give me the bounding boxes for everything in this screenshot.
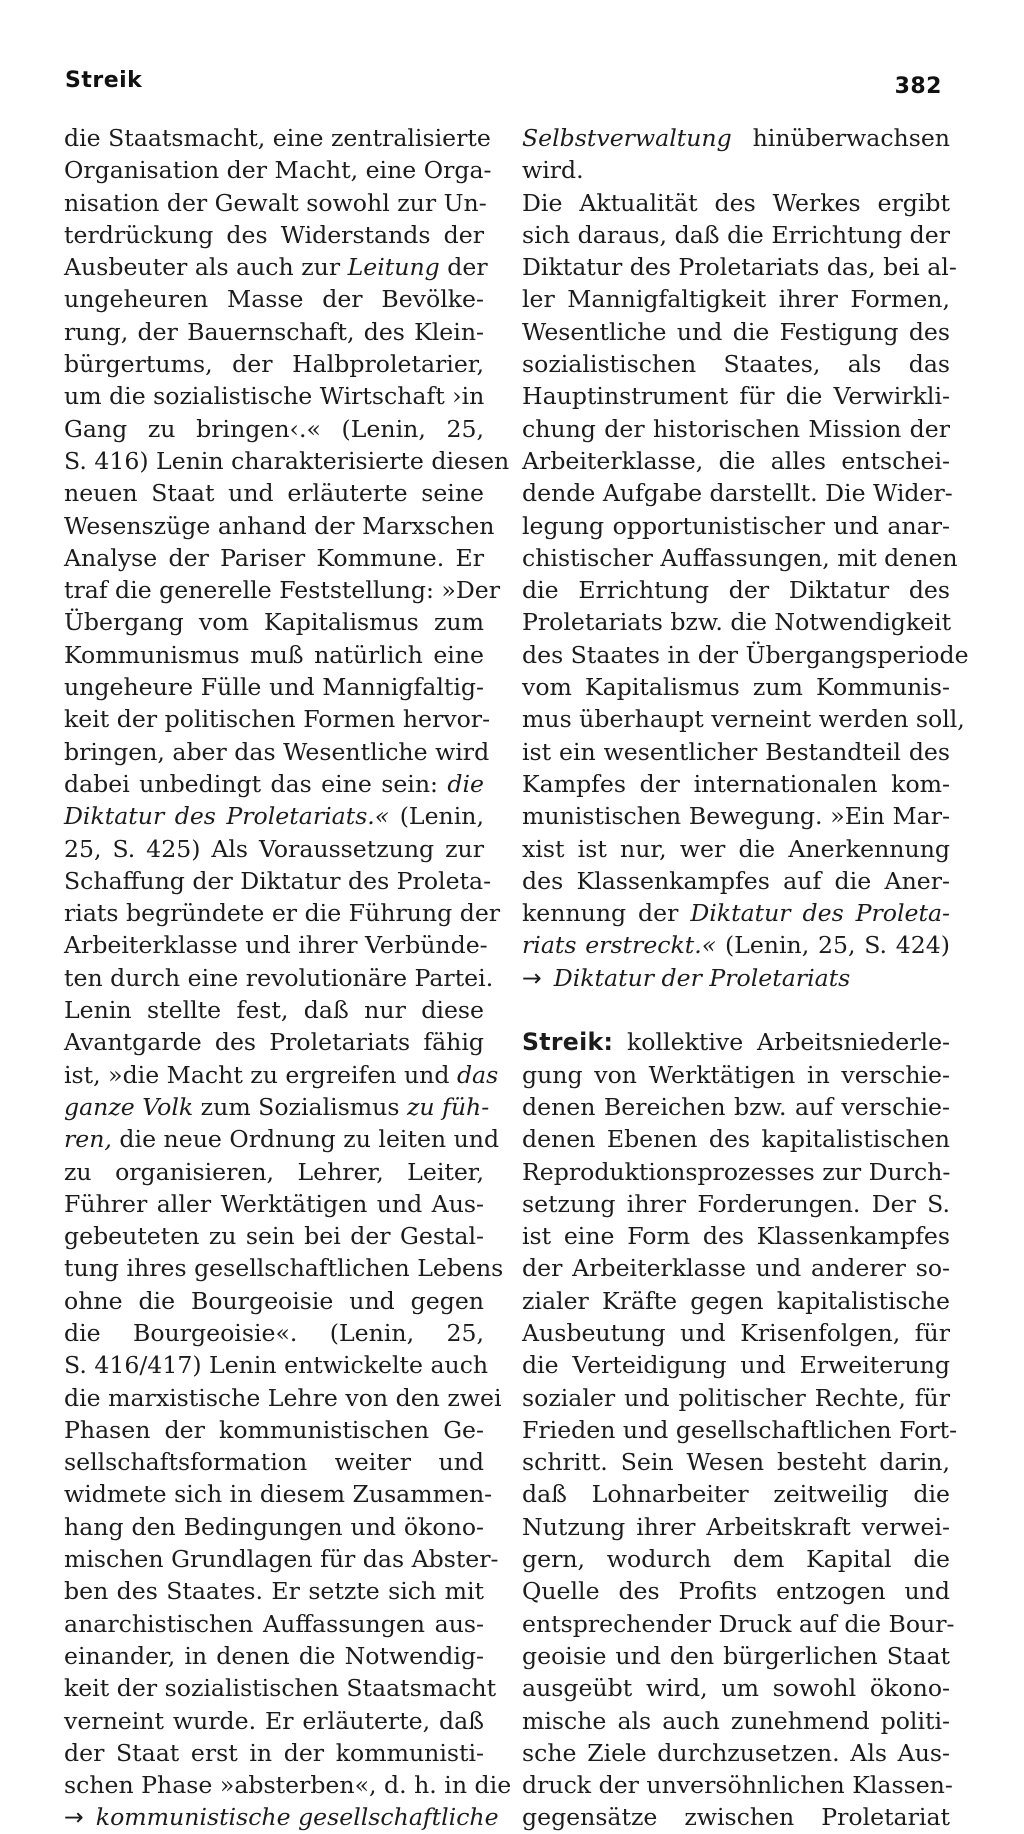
text-line <box>522 187 950 219</box>
line-text: ler Mannigfaltigkeit ihrer Formen, <box>522 285 950 314</box>
left-text-column <box>64 122 512 1834</box>
page-number: 382 <box>894 74 942 99</box>
text-line <box>522 1737 950 1769</box>
text-line <box>64 1608 484 1640</box>
line-text: die Verteidigung und Erweiterung <box>522 1351 950 1380</box>
emphasis-text: Diktatur des Proleta- <box>690 899 950 928</box>
running-head: Streik <box>65 68 143 93</box>
line-text: Quelle des Profits entzogen und <box>522 1577 950 1606</box>
text-line <box>522 1059 950 1091</box>
line-text: ohne die Bourgeoisie und gegen <box>64 1286 484 1315</box>
line-text: gern, wodurch dem Kapital die <box>522 1545 950 1574</box>
text-line <box>64 962 494 994</box>
text-line <box>522 1575 950 1607</box>
line-text: der Arbeiterklasse und anderer so- <box>522 1254 950 1283</box>
line-text: die Staatsmacht, eine zentralisierte <box>64 124 491 152</box>
line-text: gung von Werktätigen in verschie- <box>522 1060 950 1089</box>
text-line <box>522 671 950 703</box>
text-line <box>64 671 484 703</box>
emphasis-text: Selbstverwaltung <box>522 124 732 152</box>
line-text: vom Kapitalismus zum Kommunis- <box>522 673 950 702</box>
line-text: Analyse der Pariser Kommune. Er <box>64 543 484 572</box>
line-text: daß Lohnarbeiter zeitweilig die <box>522 1480 950 1509</box>
text-line <box>522 1446 950 1478</box>
emphasis-text: kommunistische gesellschaftliche <box>95 1803 499 1832</box>
line-text: Nutzung ihrer Arbeitskraft verwei- <box>522 1512 950 1541</box>
line-text: rung, der Bauernschaft, des Klein- <box>64 317 484 346</box>
line-text: sozialistischen Staates, als das <box>522 350 950 379</box>
line-text: terdrückung des Widerstands der <box>64 220 484 249</box>
line-text: Avantgarde des Proletariats fähig <box>64 1028 484 1057</box>
text-line <box>64 219 484 251</box>
line-text: sellschaftsformation weiter und <box>64 1448 484 1477</box>
text-line <box>64 1769 512 1801</box>
text-line <box>522 1188 950 1220</box>
right-text-column <box>522 122 969 1834</box>
text-line <box>64 283 484 315</box>
line-text: neuen Staat und erläuterte seine <box>64 479 484 508</box>
text-line <box>64 639 484 671</box>
emphasis-text: die <box>447 769 484 798</box>
text-line <box>522 639 969 671</box>
cross-reference-arrow-icon: → <box>64 1803 84 1832</box>
text-line <box>64 1252 504 1284</box>
text-line <box>522 1672 950 1704</box>
line-text: xist ist nur, wer die Anerkennung <box>522 834 950 863</box>
line-text: riats begründete er die Führung der <box>64 899 501 928</box>
text-line <box>522 736 950 768</box>
line-text: schritt. Sein Wesen besteht darin, <box>522 1448 950 1477</box>
text-line <box>522 542 958 574</box>
text-line <box>522 445 950 477</box>
line-text: der Staat erst in der kommunisti- <box>64 1738 484 1767</box>
text-line <box>64 1285 484 1317</box>
text-line <box>522 1478 950 1510</box>
text-line <box>522 1414 958 1446</box>
text-line <box>522 897 950 929</box>
text-line <box>64 994 484 1026</box>
text-line <box>522 1156 950 1188</box>
text-line <box>522 219 950 251</box>
emphasis-text: ganze Volk <box>64 1092 194 1121</box>
text-line <box>64 542 484 574</box>
line-text: Diktatur des Proletariats das, bei al- <box>522 253 957 282</box>
text-line <box>522 994 950 1026</box>
text-line <box>64 1382 502 1414</box>
text-line <box>64 1640 484 1672</box>
line-text: chistischer Auffassungen, mit denen <box>522 543 958 572</box>
text-line <box>64 1511 484 1543</box>
emphasis-text: zu füh- <box>406 1092 490 1121</box>
text-line <box>522 477 953 509</box>
text-line <box>64 413 484 445</box>
line-text: Reproduktionsprozesses zur Durch- <box>522 1157 951 1186</box>
line-text: Übergang vom Kapitalismus zum <box>64 608 484 637</box>
line-text: Kampfes der internationalen kom- <box>522 769 950 798</box>
line-text: einander, in denen die Notwendig- <box>64 1641 484 1670</box>
text-line <box>64 897 501 929</box>
text-line <box>64 606 484 638</box>
text-line <box>522 768 950 800</box>
emphasis-text: ren, <box>64 1125 112 1154</box>
line-text: kennung der <box>522 899 691 928</box>
text-line <box>64 703 491 735</box>
line-text: keit der sozialistischen Staatsmacht <box>64 1674 497 1703</box>
line-text: hinüberwachsen <box>731 124 950 152</box>
text-line <box>522 703 965 735</box>
line-text: ungeheuren Masse der Bevölke- <box>64 285 484 314</box>
text-line <box>522 413 950 445</box>
emphasis-text: Diktatur der Proletariats <box>553 963 851 992</box>
text-line <box>64 1220 484 1252</box>
line-text: ausgeübt wird, um sowohl ökono- <box>522 1674 950 1703</box>
text-line <box>522 1608 955 1640</box>
text-line <box>64 1737 484 1769</box>
line-text: (Lenin, 25, S. 424) <box>716 931 950 960</box>
text-line <box>64 1575 484 1607</box>
line-text: die marxistische Lehre von den zwei <box>64 1383 502 1412</box>
text-line <box>64 445 510 477</box>
line-text: hang den Bedingungen und ökono- <box>64 1512 484 1541</box>
text-line <box>64 251 488 283</box>
text-line <box>64 1478 493 1510</box>
text-line <box>64 574 501 606</box>
line-text: Frieden und gesellschaftlichen Fort- <box>522 1415 958 1444</box>
text-line <box>64 348 484 380</box>
text-line <box>64 380 484 412</box>
line-text: Kommunismus muß natürlich eine <box>64 640 484 669</box>
line-text: zialer Kräfte gegen kapitalistische <box>522 1286 950 1315</box>
line-text: Lenin stellte fest, daß nur diese <box>64 996 484 1025</box>
line-text: Arbeiterklasse, die alles entschei- <box>522 446 950 475</box>
text-line <box>522 865 950 897</box>
text-line <box>64 187 487 219</box>
line-text: Proletariats bzw. die Notwendigkeit <box>522 608 952 637</box>
text-line <box>64 800 484 832</box>
text-line <box>522 606 950 638</box>
text-line <box>522 929 950 961</box>
text-line <box>522 122 950 154</box>
line-text: Wesenszüge anhand der Marxschen <box>64 511 495 540</box>
emphasis-text: das <box>456 1060 499 1089</box>
line-text: 25, S. 425) Als Voraussetzung zur <box>64 834 484 863</box>
text-line <box>522 1543 950 1575</box>
line-text: S. 416) Lenin charakterisierte diesen <box>64 446 510 475</box>
text-line <box>522 1285 950 1317</box>
text-line <box>64 1543 499 1575</box>
line-text: Wesentliche und die Festigung des <box>522 317 950 346</box>
line-text: geoisie und den bürgerlichen Staat <box>522 1641 950 1670</box>
text-line <box>64 477 484 509</box>
line-text: die neue Ordnung zu leiten und <box>111 1125 500 1154</box>
line-text: Führer aller Werktätigen und Aus- <box>64 1189 484 1218</box>
line-text: S. 416/417) Lenin entwickelte auch <box>64 1351 489 1380</box>
text-line <box>522 1705 950 1737</box>
text-line <box>522 1252 950 1284</box>
line-text: sich daraus, daß die Errichtung der <box>522 220 950 249</box>
line-text: widmete sich in diesem Zusammen- <box>64 1480 493 1509</box>
text-line <box>522 1382 950 1414</box>
line-text: bürgertums, der Halbproletarier, <box>64 350 484 379</box>
text-line <box>522 1317 950 1349</box>
text-line <box>64 736 490 768</box>
line-text: setzung ihrer Forderungen. Der S. <box>522 1189 950 1218</box>
text-line <box>522 1801 950 1833</box>
text-line <box>522 1769 953 1801</box>
line-text: druck der unversöhnlichen Klassen- <box>522 1771 953 1800</box>
text-line <box>522 800 950 832</box>
line-text: mus überhaupt verneint werden soll, <box>522 705 965 734</box>
text-line <box>64 1414 484 1446</box>
line-text: des Klassenkampfes auf die Aner- <box>522 866 950 895</box>
line-text: munistischen Bewegung. »Ein Mar- <box>522 802 950 831</box>
emphasis-text: Diktatur des Proletariats.« <box>64 802 390 831</box>
text-line <box>522 1026 950 1058</box>
line-text: bringen, aber das Wesentliche wird <box>64 737 490 766</box>
line-text: dabei unbedingt das eine sein: <box>64 769 448 798</box>
line-text: traf die generelle Feststellung: »Der <box>64 576 501 605</box>
line-text: mische als auch zunehmend politi- <box>522 1706 950 1735</box>
text-line <box>64 1156 484 1188</box>
line-text: Ausbeutung und Krisenfolgen, für <box>522 1318 950 1347</box>
text-line <box>64 929 488 961</box>
text-line <box>522 962 950 994</box>
text-line <box>522 1640 950 1672</box>
text-line <box>522 510 950 542</box>
line-text: ten durch eine revolutionäre Partei. <box>64 963 494 992</box>
line-text: verneint wurde. Er erläuterte, daß <box>64 1706 484 1735</box>
line-text: sche Ziele durchzusetzen. Als Aus- <box>522 1738 950 1767</box>
line-text: um die sozialistische Wirtschaft ›in <box>64 382 485 411</box>
line-text: tung ihres gesellschaftlichen Lebens <box>64 1254 504 1283</box>
line-text: Die Aktualität des Werkes ergibt <box>522 188 950 217</box>
text-line <box>64 316 484 348</box>
emphasis-text: Leitung <box>347 253 440 282</box>
line-text: die Errichtung der Diktatur des <box>522 576 950 605</box>
line-text: (Lenin, <box>389 802 484 831</box>
line-text: ben des Staates. Er setzte sich mit <box>64 1577 484 1606</box>
line-text: chung der historischen Mission der <box>522 414 950 443</box>
line-text: keit der politischen Formen hervor- <box>64 705 491 734</box>
line-text: denen Ebenen des kapitalistischen <box>522 1125 950 1154</box>
line-text: Hauptinstrument für die Verwirkli- <box>522 382 950 411</box>
line-text: wird. <box>522 156 584 185</box>
text-line <box>64 1123 500 1155</box>
text-line <box>522 574 950 606</box>
text-line <box>64 1091 490 1123</box>
text-line <box>522 380 950 412</box>
line-text: des Staates in der Übergangsperiode <box>522 640 969 669</box>
text-line <box>522 154 950 186</box>
emphasis-text: riats erstreckt.« <box>522 931 717 960</box>
text-line <box>64 1188 484 1220</box>
line-text: zu organisieren, Lehrer, Leiter, <box>64 1157 484 1186</box>
text-line <box>64 1672 497 1704</box>
text-line <box>64 510 495 542</box>
text-line <box>64 1349 489 1381</box>
text-line <box>64 122 491 154</box>
line-text: Schaffung der Diktatur des Proleta- <box>64 866 492 895</box>
text-line <box>522 1349 950 1381</box>
text-line <box>522 348 950 380</box>
entry-headword: Streik: <box>522 1028 614 1057</box>
line-text: kollektive Arbeitsniederle- <box>613 1028 950 1057</box>
text-line <box>522 833 950 865</box>
text-line <box>522 283 950 315</box>
line-text: entsprechender Druck auf die Bour- <box>522 1609 955 1638</box>
text-line <box>522 1123 950 1155</box>
line-text: nisation der Gewalt sowohl zur Un- <box>64 188 487 217</box>
line-text: mischen Grundlagen für das Abster- <box>64 1545 499 1574</box>
text-line <box>64 768 484 800</box>
line-text: ist eine Form des Klassenkampfes <box>522 1222 950 1251</box>
line-text: denen Bereichen bzw. auf verschie- <box>522 1092 950 1121</box>
text-line <box>64 833 484 865</box>
line-text: die Bourgeoisie«. (Lenin, 25, <box>64 1318 484 1347</box>
line-text: Organisation der Macht, eine Orga- <box>64 156 492 185</box>
text-line <box>522 251 957 283</box>
text-line <box>522 1091 950 1123</box>
line-text: ist, »die Macht zu ergreifen und <box>64 1060 457 1089</box>
line-text: zum Sozialismus <box>193 1092 407 1121</box>
text-line <box>64 1801 499 1833</box>
text-line <box>64 1026 484 1058</box>
text-line <box>522 1511 950 1543</box>
text-line <box>64 1059 499 1091</box>
text-line <box>64 154 492 186</box>
cross-reference-arrow-icon: → <box>522 963 542 992</box>
line-text: dende Aufgabe darstellt. Die Wider- <box>522 479 953 508</box>
line-text: der <box>439 253 488 282</box>
text-line <box>64 865 492 897</box>
line-text: anarchistischen Auffassungen aus- <box>64 1609 484 1638</box>
text-line <box>522 1220 950 1252</box>
line-text: legung opportunistischer und anar- <box>522 511 950 540</box>
line-text: schen Phase »absterben«, d. h. in die <box>64 1771 512 1800</box>
line-text: Ausbeuter als auch zur <box>64 253 348 282</box>
line-text: ist ein wesentlicher Bestandteil des <box>522 737 950 766</box>
line-text: Arbeiterklasse und ihrer Verbünde- <box>64 931 488 960</box>
line-text: ungeheure Fülle und Mannigfaltig- <box>64 673 484 702</box>
line-text: Phasen der kommunistischen Ge- <box>64 1415 484 1444</box>
line-text: Gang zu bringen‹.« (Lenin, 25, <box>64 414 484 443</box>
text-line <box>64 1705 484 1737</box>
line-text: sozialer und politischer Rechte, für <box>522 1383 950 1412</box>
text-line <box>64 1317 484 1349</box>
text-line <box>522 316 950 348</box>
line-text: gegensätze zwischen Proletariat <box>522 1803 950 1832</box>
text-line <box>64 1446 484 1478</box>
line-text: gebeuteten zu sein bei der Gestal- <box>64 1222 484 1251</box>
